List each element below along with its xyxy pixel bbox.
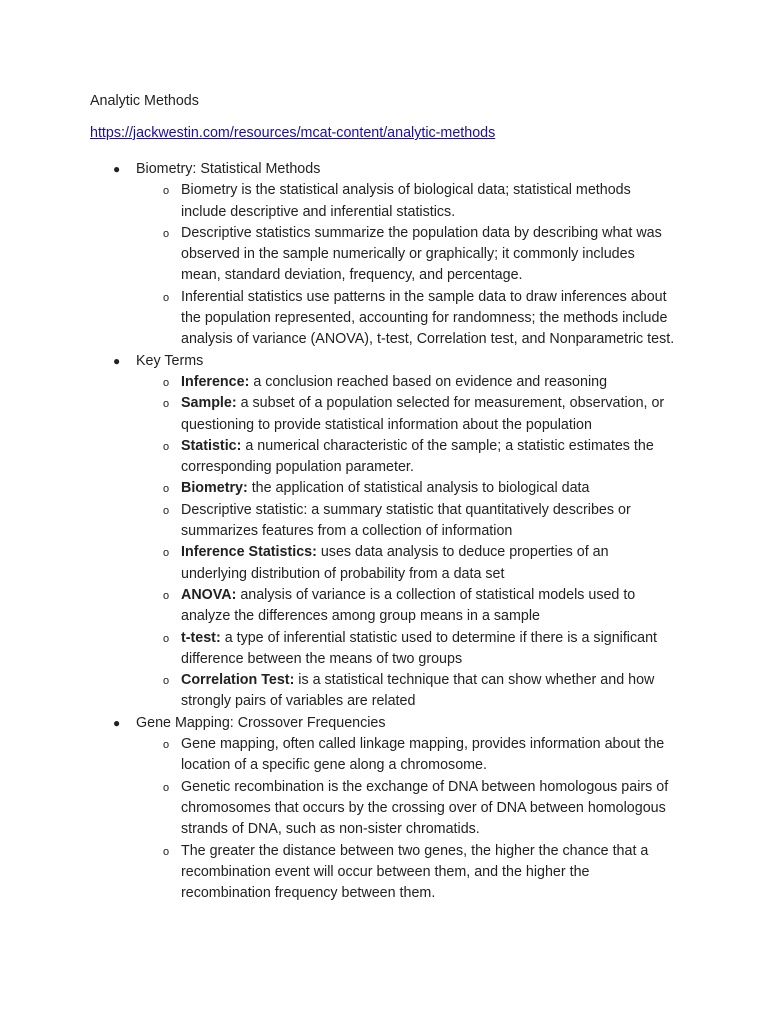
- list-item: [0, 478, 676, 499]
- list-item: [0, 180, 676, 223]
- bullet-icon: ●: [113, 162, 121, 176]
- bullet-icon: ●: [113, 353, 121, 368]
- list-item: [0, 777, 676, 841]
- item-text: is a statistical technique that can show whether and how strongly pairs of variables are related: [181, 672, 655, 710]
- item-text: The greater the distance between two genes, the higher the chance that a recombination event will occur between them, and the higher the recombination frequency between them.: [181, 842, 649, 902]
- section-heading: [0, 351, 676, 372]
- circle-bullet-icon: o: [163, 589, 170, 602]
- item-text: the application of statistical analysis to biological data: [247, 480, 590, 497]
- section-heading-text: Key Terms: [136, 352, 204, 369]
- circle-bullet-icon: o: [163, 227, 170, 240]
- term: t-test:: [181, 629, 221, 646]
- term: Correlation Test:: [181, 672, 295, 689]
- list-item: [0, 500, 676, 543]
- item-text: a type of inferential statistic used to determine if there is a significant difference between the means of two groups: [181, 629, 657, 667]
- section-heading: [0, 713, 676, 734]
- list-item: [0, 287, 676, 351]
- circle-bullet-icon: o: [163, 781, 170, 794]
- circle-bullet-icon: o: [163, 483, 170, 496]
- term: Inference Statistics:: [181, 544, 317, 561]
- list-item: [0, 223, 676, 287]
- circle-bullet-icon: o: [163, 632, 170, 645]
- item-text: Gene mapping, often called linkage mapping, provides information about the location of a specific gene along a chromosome.: [181, 736, 665, 774]
- item-text: a conclusion reached based on evidence and reasoning: [249, 373, 608, 390]
- term: Sample:: [181, 395, 237, 412]
- circle-bullet-icon: o: [163, 675, 170, 688]
- term: Biometry:: [181, 480, 248, 497]
- item-text: Inferential statistics use patterns in the sample data to draw inferences about the population represented, accounting for randomness; the methods include analysis of variance (ANOVA), t-test, Correlation test, and Nonparametric test.: [181, 288, 675, 348]
- term: Statistic:: [181, 437, 242, 454]
- term: ANOVA:: [181, 586, 237, 603]
- list-item: [0, 841, 676, 905]
- section-heading: [0, 159, 676, 180]
- item-text: Biometry is the statistical analysis of biological data; statistical methods include descriptive and inferential statistics.: [181, 182, 631, 220]
- list-item: [0, 628, 676, 671]
- section-heading-text: Biometry: Statistical Methods: [136, 161, 321, 177]
- item-text: a numerical characteristic of the sample; a statistic estimates the corresponding population parameter.: [181, 437, 654, 476]
- outline-list: [0, 159, 676, 904]
- list-item: [0, 393, 676, 436]
- circle-bullet-icon: o: [163, 398, 170, 411]
- item-text: uses data analysis to deduce properties of an underlying distribution of probability from a data set: [181, 544, 609, 582]
- item-text: Genetic recombination is the exchange of DNA between homologous pairs of chromosomes that occurs by the crossing over of DNA between homologous strands of DNA, such as non-sister chromatids.: [181, 778, 669, 838]
- circle-bullet-icon: o: [163, 547, 170, 560]
- list-item: [0, 670, 676, 713]
- item-text: a subset of a population selected for measurement, observation, or questioning to provide statistical information about the population: [181, 395, 665, 433]
- circle-bullet-icon: o: [163, 845, 170, 858]
- list-item: [0, 436, 676, 479]
- circle-bullet-icon: o: [163, 291, 170, 304]
- circle-bullet-icon: o: [163, 504, 170, 517]
- circle-bullet-icon: o: [163, 185, 170, 198]
- section-heading-text: Gene Mapping: Crossover Frequencies: [136, 714, 386, 731]
- list-item: [0, 585, 676, 628]
- item-text: analysis of variance is a collection of statistical models used to analyze the differences among group means in a sample: [181, 586, 636, 625]
- document-title: Analytic Methods: [90, 93, 199, 109]
- circle-bullet-icon: o: [163, 440, 170, 453]
- bullet-icon: ●: [113, 715, 121, 730]
- term: Inference:: [181, 373, 250, 390]
- list-item: [0, 542, 676, 585]
- item-text: Descriptive statistics summarize the population data by describing what was observed in the sample numerically or graphically; it commonly includes mean, standard deviation, frequency, and percentage.: [181, 224, 662, 284]
- circle-bullet-icon: o: [163, 739, 170, 752]
- circle-bullet-icon: o: [163, 376, 170, 389]
- list-item: [0, 734, 676, 777]
- source-link[interactable]: https://jackwestin.com/resources/mcat-content/analytic-methods: [90, 125, 496, 141]
- list-item: [0, 372, 676, 393]
- item-text: Descriptive statistic: a summary statistic that quantitatively describes or summarizes features from a collection of information: [181, 501, 631, 540]
